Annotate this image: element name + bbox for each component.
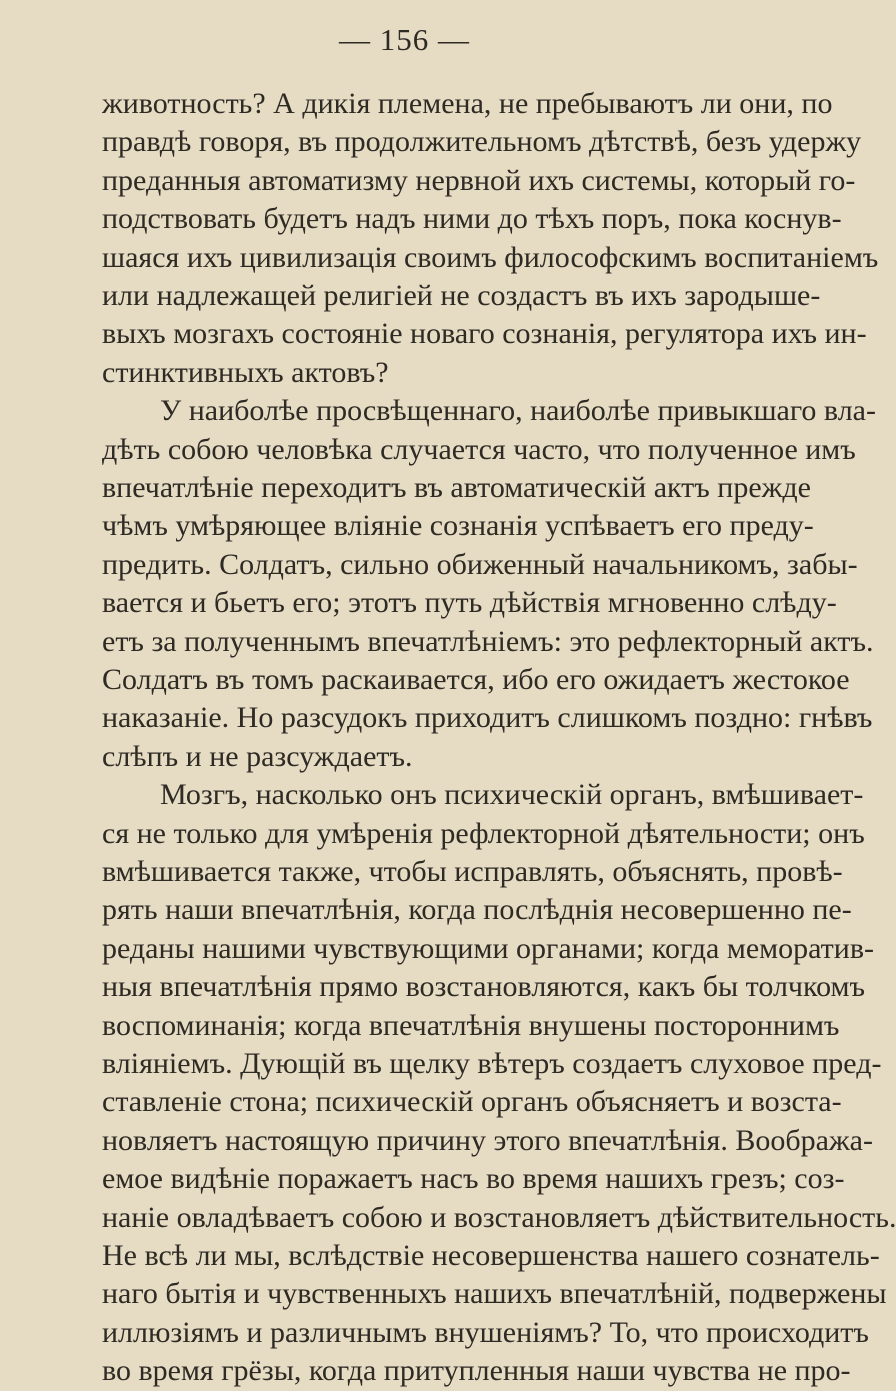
- text-line: или надлежащей религіей не создастъ въ ихъ зародыше-: [102, 279, 821, 312]
- text-line: У наиболѣе просвѣщеннаго, наиболѣе привыкшаго вла-: [160, 394, 876, 428]
- text-line: правдѣ говоря, въ продолжительномъ дѣтствѣ, безъ удержу: [102, 125, 862, 159]
- text-line: дѣть собою человѣка случается часто, что полученное имъ: [102, 432, 856, 466]
- text-line: слѣпъ и не разсуждаетъ.: [102, 739, 413, 773]
- text-line: стинктивныхъ актовъ?: [102, 355, 389, 389]
- page-number: — 156 —: [339, 22, 470, 57]
- text-line: во время грёзы, когда притупленныя наши чувства не про-: [102, 1354, 851, 1388]
- text-line: рять наши впечатлѣнія, когда послѣднія несовершенно пе-: [102, 893, 852, 927]
- text-line: вмѣшивается также, чтобы исправлять, объяснять, провѣ-: [102, 855, 843, 888]
- text-line: етъ за полученнымъ впечатлѣніемъ: это рефлекторный актъ.: [102, 624, 874, 658]
- text-line: чѣмъ умѣряющее вліяніе сознанія успѣваетъ его преду-: [102, 509, 814, 543]
- text-line: наніе овладѣваетъ собою и возстановляетъ дѣйствительность.: [102, 1200, 896, 1234]
- text-line: преданныя автоматизму нервной ихъ системы, который го-: [102, 163, 856, 197]
- text-line: наказаніе. Но разсудокъ приходитъ слишкомъ поздно: гнѣвъ: [102, 701, 873, 735]
- text-line: вліяніемъ. Дующій въ щелку вѣтеръ создаетъ слуховое пред-: [102, 1047, 882, 1080]
- text-line: впечатлѣніе переходитъ въ автоматическій актъ прежде: [102, 471, 811, 504]
- text-line: новляетъ настоящую причину этого впечатлѣнія. Вообража-: [102, 1123, 873, 1157]
- text-line: ставленіе стона; психическій органъ объясняетъ и возста-: [102, 1085, 842, 1119]
- text-line: выхъ мозгахъ состояніе новаго сознанія, регулятора ихъ ин-: [102, 317, 867, 351]
- text-line: емое видѣніе поражаетъ насъ во время нашихъ грезъ; соз-: [102, 1162, 845, 1196]
- text-line: Не всѣ ли мы, вслѣдствіе несовершенства нашего сознатель-: [102, 1239, 880, 1272]
- text-line: Мозгъ, насколько онъ психическій органъ, вмѣшивает-: [160, 778, 864, 812]
- text-line: вается и бьетъ его; этотъ путь дѣйствія мгновенно слѣду-: [102, 586, 837, 620]
- text-line: шаяся ихъ цивилизація своимъ философскимъ воспитаніемъ: [102, 240, 879, 274]
- text-line: ся не только для умѣренія рефлекторной дѣятельности; онъ: [102, 816, 865, 850]
- text-line: воспоминанія; когда впечатлѣнія внушены постороннимъ: [102, 1008, 840, 1042]
- text-line: наго бытія и чувственныхъ нашихъ впечатлѣній, подвержены: [102, 1277, 887, 1311]
- text-line: Солдатъ въ томъ раскаивается, ибо его ожидаетъ жестокое: [102, 663, 850, 696]
- text-line: животность? А дикія племена, не пребываютъ ли они, по: [102, 87, 833, 120]
- text-line: предить. Солдатъ, сильно обиженный начальникомъ, забы-: [102, 547, 858, 581]
- text-line: реданы нашими чувствующими органами; когда меморатив-: [102, 931, 874, 965]
- text-line: подствовать будетъ надъ ними до тѣхъ поръ, пока коснув-: [102, 202, 842, 236]
- text-line: ныя впечатлѣнія прямо возстановляются, какъ бы толчкомъ: [102, 970, 865, 1004]
- text-line: иллюзіямъ и различнымъ внушеніямъ? То, что происходитъ: [102, 1315, 869, 1349]
